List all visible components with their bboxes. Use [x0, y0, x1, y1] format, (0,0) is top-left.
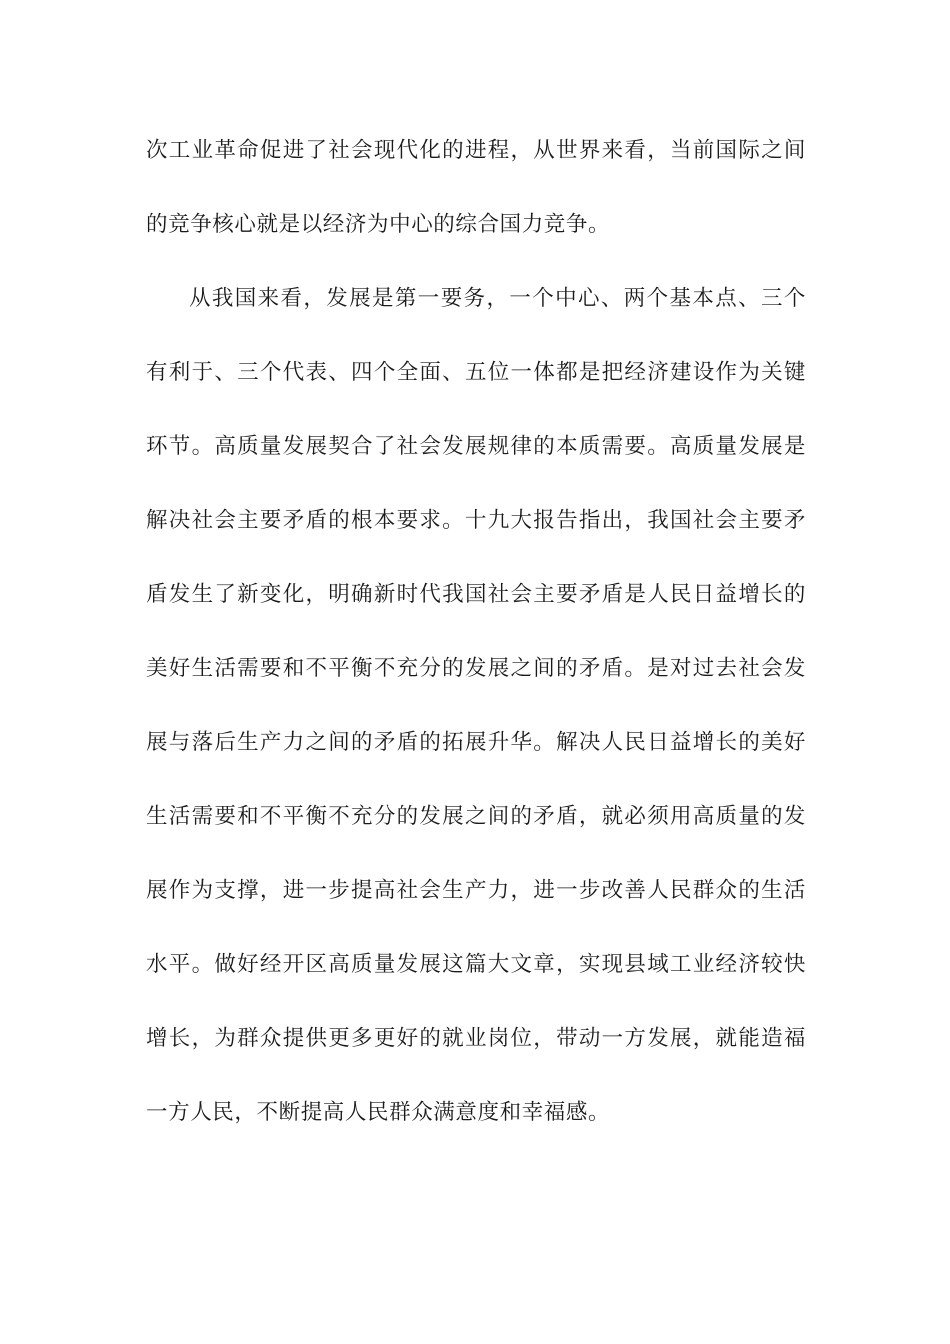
text-line: 增长，为群众提供更多更好的就业岗位，带动一方发展，就能造福 [146, 1026, 806, 1051]
text-line: 解决社会主要矛盾的根本要求。十九大报告指出，我国社会主要矛 [146, 508, 806, 533]
body-text [146, 128, 806, 1164]
text-line: 环节。高质量发展契合了社会发展规律的本质需要。高质量发展是 [146, 434, 806, 459]
text-line: 从我国来看，发展是第一要务，一个中心、两个基本点、三个 [189, 286, 806, 311]
text-line: 生活需要和不平衡不充分的发展之间的矛盾，就必须用高质量的发 [146, 804, 806, 829]
text-line: 美好生活需要和不平衡不充分的发展之间的矛盾。是对过去社会发 [146, 656, 806, 681]
text-line: 展与落后生产力之间的矛盾的拓展升华。解决人民日益增长的美好 [146, 730, 806, 755]
text-line: 展作为支撑，进一步提高社会生产力，进一步改善人民群众的生活 [146, 878, 806, 903]
text-line: 的竞争核心就是以经济为中心的综合国力竞争。 [146, 212, 611, 237]
text-line: 次工业革命促进了社会现代化的进程，从世界来看，当前国际之间 [146, 138, 806, 163]
text-line: 水平。做好经开区高质量发展这篇大文章，实现县域工业经济较快 [146, 952, 806, 977]
text-line: 有利于、三个代表、四个全面、五位一体都是把经济建设作为关键 [146, 360, 806, 385]
text-line: 盾发生了新变化，明确新时代我国社会主要矛盾是人民日益增长的 [146, 582, 806, 607]
text-line: 一方人民，不断提高人民群众满意度和幸福感。 [146, 1100, 611, 1125]
